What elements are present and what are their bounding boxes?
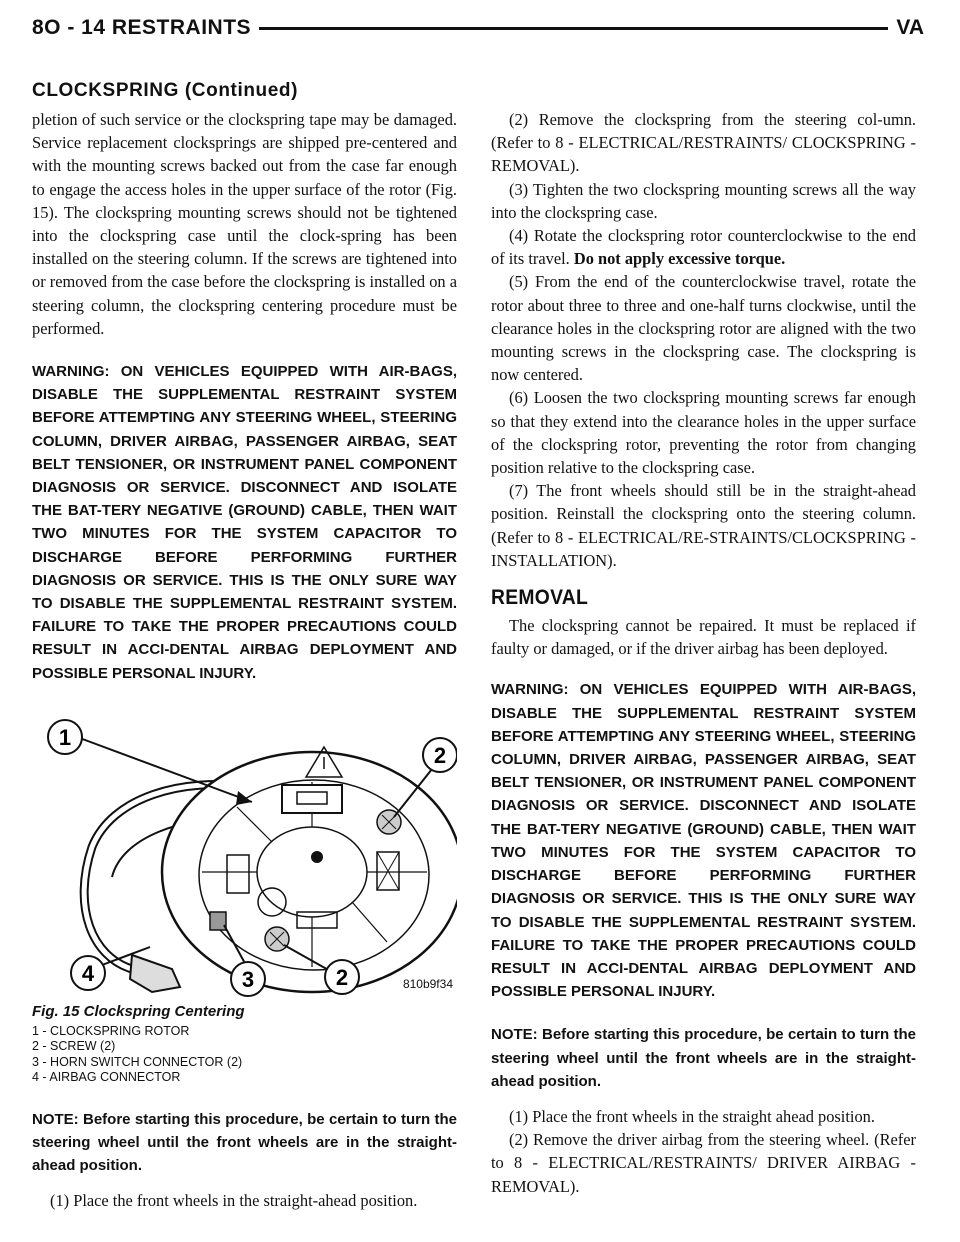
step-3: (3) Tighten the two clockspring mounting screws all the way into the clockspring case.: [491, 179, 916, 222]
continued-title: CLOCKSPRING (Continued): [32, 80, 299, 101]
figure-title: Fig. 15 Clockspring Centering: [32, 1002, 245, 1020]
removal-intro: The clockspring cannot be repaired. It must be replaced if faulty or damaged, or if the driver airbag has been deployed.: [491, 616, 916, 659]
step-2: (2) Remove the clockspring from the steering col-umn. (Refer to 8 - ELECTRICAL/RESTRAINTS/ CLOCKSPRING - REMOVAL).: [491, 110, 916, 176]
header-model-label: VA: [888, 16, 924, 40]
removal-step-1: (1) Place the front wheels in the straight ahead position.: [509, 1106, 875, 1126]
step-4: [491, 224, 916, 270]
intro-paragraph: pletion of such service or the clockspring tape may be damaged. Service replacement clocksprings are shipped pre-centered and with the mounting screws backed out from the case far enough to engage the access holes in the upper surface of the rotor (Fig. 15). The clockspring mounting screws should not be tightened into the clockspring case until the clock-spring has been installed on the steering column. If the screws are tightened into or removed from the case before the clockspring is installed on a steering column, the clockspring centering procedure must be performed.: [32, 110, 457, 338]
legend-item: 1 - CLOCKSPRING ROTOR: [32, 1023, 190, 1038]
note-block: NOTE: Before starting this procedure, be certain to turn the steering wheel until the front wheels are in the straight-ahead position.: [32, 1110, 457, 1175]
clockspring-illustration: [32, 707, 457, 997]
step-4-caution: Do not apply excessive torque.: [573, 249, 786, 269]
step-6: (6) Loosen the two clockspring mounting screws far enough so that they extend into the clearance holes in the upper surface of the clockspring rotor, preventing the rotor from changing position relative to the clockspring case.: [491, 388, 916, 478]
legend-item: 4 - AIRBAG CONNECTOR: [32, 1070, 181, 1085]
callout-1: 1: [58, 724, 72, 750]
removal-step-2: (2) Remove the driver airbag from the steering wheel. (Refer to 8 - ELECTRICAL/RESTRAINTS/ DRIVER AIRBAG - REMOVAL).: [491, 1130, 916, 1196]
step-5: (5) From the end of the counterclockwise travel, rotate the rotor about three to three and one-half turns clockwise, until the clearance holes in the clockspring rotor are aligned with the two mounting screws in the clockspring case. The clockspring is now centered.: [491, 272, 916, 385]
figure-clockspring: [32, 707, 457, 997]
step-1: (1) Place the front wheels in the straight-ahead position.: [50, 1191, 418, 1211]
removal-heading: REMOVAL: [491, 586, 589, 610]
removal-warning-block: WARNING: ON VEHICLES EQUIPPED WITH AIR-BAGS, DISABLE THE SUPPLEMENTAL RESTRAINT SYSTEM BEFORE ATTEMPTING ANY STEERING WHEEL, STEERING COLUMN, DRIVER AIRBAG, PASSENGER AIRBAG, SEAT BELT TENSIONER, OR INSTRUMENT PANEL COMPONENT DIAGNOSIS OR SERVICE. DISCONNECT AND ISOLATE THE BAT-TERY NEGATIVE (GROUND) CABLE, THEN WAIT TWO MINUTES FOR THE SYSTEM CAPACITOR TO DISCHARGE BEFORE PERFORMING FURTHER DIAGNOSIS OR SERVICE. THIS IS THE ONLY SURE WAY TO DISABLE THE SUPPLEMENTAL RESTRAINT SYSTEM. FAILURE TO TAKE THE PROPER PRECAUTIONS COULD RESULT IN ACCI-DENTAL AIRBAG DEPLOYMENT AND POSSIBLE PERSONAL INJURY.: [491, 681, 916, 1001]
warning-block: WARNING: ON VEHICLES EQUIPPED WITH AIR-BAGS, DISABLE THE SUPPLEMENTAL RESTRAINT SYSTEM BEFORE ATTEMPTING ANY STEERING WHEEL, STEERING COLUMN, DRIVER AIRBAG, PASSENGER AIRBAG, SEAT BELT TENSIONER, OR INSTRUMENT PANEL COMPONENT DIAGNOSIS OR SERVICE. DISCONNECT AND ISOLATE THE BAT-TERY NEGATIVE (GROUND) CABLE, THEN WAIT TWO MINUTES FOR THE SYSTEM CAPACITOR TO DISCHARGE BEFORE PERFORMING FURTHER DIAGNOSIS OR SERVICE. THIS IS THE ONLY SURE WAY TO DISABLE THE SUPPLEMENTAL RESTRAINT SYSTEM. FAILURE TO TAKE THE PROPER PRECAUTIONS COULD RESULT IN ACCI-DENTAL AIRBAG DEPLOYMENT AND POSSIBLE PERSONAL INJURY.: [32, 363, 457, 682]
callout-2-bottom: 2: [335, 964, 349, 990]
legend-item: 2 - SCREW (2): [32, 1039, 116, 1054]
left-column: [32, 108, 457, 1213]
figure-id: 810b9f34: [402, 976, 453, 991]
header-section-label: 8O - 14 RESTRAINTS: [32, 16, 259, 40]
page-header: [32, 14, 924, 50]
callout-3: 3: [241, 966, 255, 992]
callout-4: 4: [81, 960, 95, 986]
right-column: [491, 108, 916, 1198]
callout-2-top: 2: [433, 742, 447, 768]
figure-legend: [32, 1024, 457, 1086]
step-7: (7) The front wheels should still be in the straight-ahead position. Reinstall the clockspring onto the steering column. (Refer to 8 - ELECTRICAL/RE-STRAINTS/CLOCKSPRING - INSTALLATION).: [491, 481, 916, 570]
removal-note-block: NOTE: Before starting this procedure, be certain to turn the steering wheel until the front wheels are in the straight-ahead position.: [491, 1026, 916, 1090]
step-4-text: (4) Rotate the clockspring rotor counterclockwise to the end of its travel.: [491, 226, 916, 269]
legend-item: 3 - HORN SWITCH CONNECTOR (2): [32, 1054, 243, 1069]
